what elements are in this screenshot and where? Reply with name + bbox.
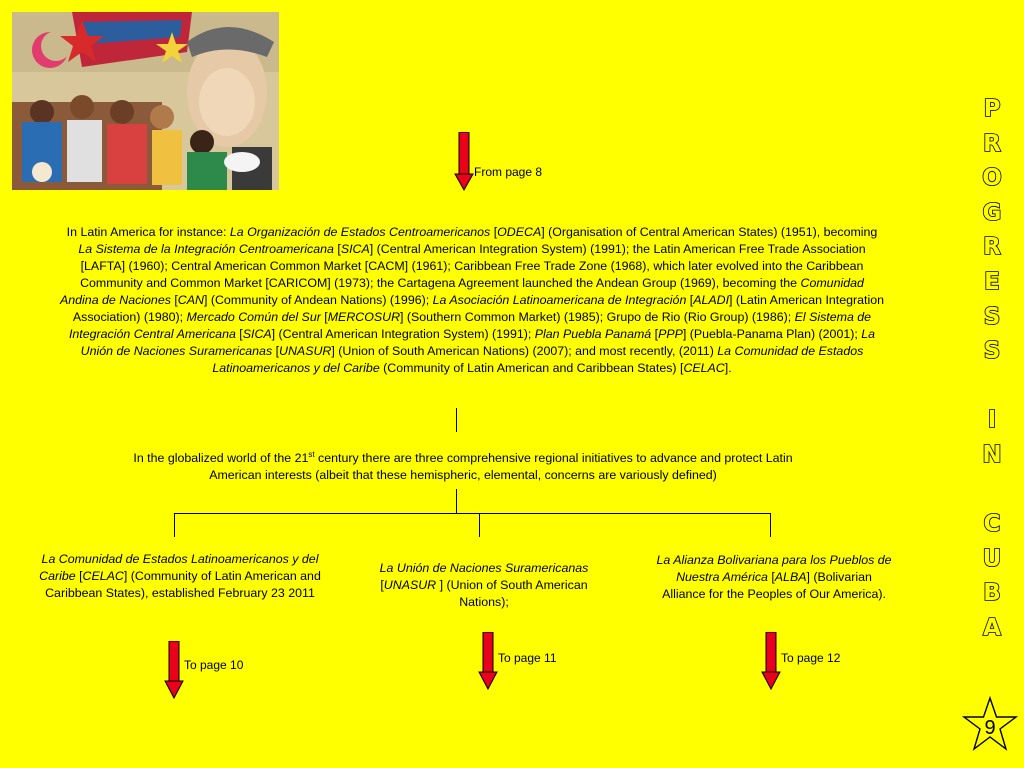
globalized-paragraph: In the globalized world of the 21st century there are three comprehensive regional initiatives to advance and protect Latin American interests (albeit that these hemispheric, elemental, concerns are variously defined) (133, 450, 793, 483)
title-letter: G (982, 199, 1002, 226)
alba-node: La Alianza Bolivariana para los Pueblos de Nuestra América [ALBA] (Bolivarian Alliance for the Peoples of Our America). (656, 553, 892, 601)
branch-line (174, 513, 771, 514)
title-letter: C (983, 511, 1001, 538)
to-page-12-label: To page 12 (781, 651, 841, 665)
title-letter: O (982, 165, 1002, 192)
from-page-label: From page 8 (474, 165, 543, 179)
to-page-10-label: To page 10 (184, 658, 244, 672)
title-letter: S (983, 338, 1001, 365)
branch-line (174, 513, 175, 537)
title-letter: N (982, 441, 1002, 468)
unasur-node: La Unión de Naciones Suramericanas [UNASUR ] (Union of South American Nations); (379, 561, 589, 609)
title-letter (968, 369, 1016, 404)
title-letter: U (982, 545, 1002, 572)
title-letter: R (983, 130, 1001, 157)
cuban-mural-image (12, 12, 279, 190)
title-letter: E (984, 268, 1000, 295)
arrow-to-page-11 (478, 632, 498, 692)
arrow-to-page-12 (761, 632, 781, 692)
connector-line (456, 408, 457, 432)
title-letter (968, 473, 1016, 508)
page-number-star (962, 696, 1018, 756)
title-letter: B (983, 580, 1001, 607)
title-letter: S (983, 303, 1001, 330)
connector-line (456, 489, 457, 513)
title-letter: P (983, 96, 1001, 122)
title-letter: A (983, 614, 1001, 641)
celac-node: La Comunidad de Estados Latinoamericanos y del Caribe [CELAC] (Community of Latin American and Caribbean States), established February 23 2011 (39, 552, 321, 600)
title-letter: I (987, 407, 997, 434)
branch-line (479, 513, 480, 537)
title-letter: R (983, 234, 1001, 261)
intro-paragraph: In Latin America for instance: La Organización de Estados Centroamericanos [ODECA] (Organisation of Central American States) (1951), becoming La Sistema de la Integración Centroamericana [SICA] (Central American Integration System) (1991); the Latin American Free Trade Association [LAFTA] (1960); Central American Common Market [CACM] (1961); Caribbean Free Trade Zone (1968), which later evolved into the Caribbean Community and Common Market [CARICOM] (1973); the Cartagena Agreement launched the Andean Group (1969), becoming the Comunidad Andina de Naciones [CAN] (Community of Andean Nations) (1996); La Asociación Latinoamericana de Integración [ALADI] (Latin American Integration Association) (1980); Mercado Común del Sur [MERCOSUR] (Southern Common Market) (1985); Grupo de Rio (Rio Group) (1986); El Sistema de Integración Central Americana [SICA] (Central American Integration System) (1991); Plan Puebla Panamá [PPP] (Puebla-Panama Plan) (2001); La Unión de Naciones Suramericanas [UNASUR] (Union of South American Nations) (2007); and most recently, (2011) La Comunidad de Estados Latinoamericanos y del Caribe (Community of Latin American and Caribbean States) [CELAC]. (60, 225, 885, 375)
to-page-11-label: To page 11 (498, 651, 557, 665)
branch-line (770, 513, 771, 537)
arrow-from-page-8 (454, 132, 474, 192)
vertical-title-progress-in-cuba (968, 92, 1016, 646)
arrow-to-page-10 (164, 641, 184, 701)
page-number: 9 (984, 717, 996, 739)
